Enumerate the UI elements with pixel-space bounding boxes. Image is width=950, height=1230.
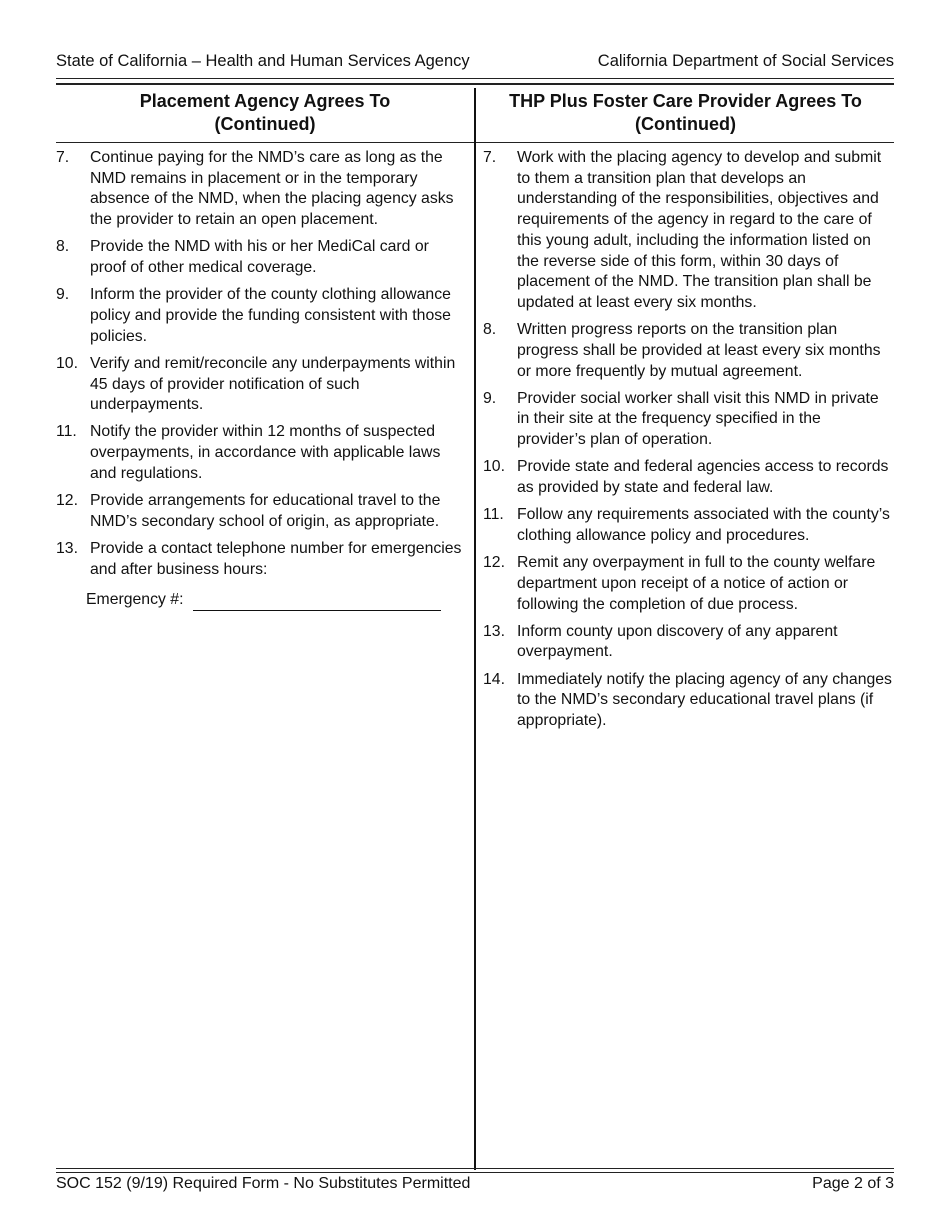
item-number: 7.: [56, 149, 70, 166]
item-text: Provide a contact telephone number for emergencies and after business hours:: [90, 539, 462, 578]
left-title-rule: [56, 142, 474, 143]
item-text: Inform the provider of the county clothing allowance policy and provide the funding consistent with those policies.: [90, 286, 451, 345]
column-divider: [474, 88, 476, 1170]
item-number: 10.: [56, 354, 78, 372]
footer-rule: [56, 1168, 894, 1169]
left-title-line1: Placement Agency Agrees To: [139, 91, 391, 111]
left-title-line2: (Continued): [214, 114, 316, 134]
item-number: 9.: [56, 286, 70, 304]
item-number: 14.: [483, 670, 505, 688]
agency-name: State of California – Health and Human Services Agency: [56, 52, 470, 70]
footer-rule-second: [56, 1172, 894, 1173]
left-item-list: [56, 148, 462, 611]
item-number: 11.: [56, 423, 77, 441]
item-number: 9.: [483, 389, 497, 407]
emergency-label: Emergency #:: [86, 591, 184, 609]
item-number: 7.: [483, 149, 497, 166]
list-item: [483, 389, 893, 451]
list-item: [483, 320, 893, 382]
list-item: [56, 539, 462, 580]
list-item: [56, 491, 462, 532]
item-text: Immediately notify the placing agency of any changes to the NMD’s secondary educational travel plans (if appropriate).: [517, 670, 892, 730]
item-text: Written progress reports on the transition plan progress shall be provided at least every six months or more frequently by mutual agreement.: [517, 321, 881, 380]
list-item: [56, 285, 462, 347]
item-number: 13.: [56, 539, 78, 557]
item-text: Continue paying for the NMD’s care as long as the NMD remains in placement or in the temporary absence of the NMD, when the placing agency asks the provider to retain an open placement.: [90, 149, 454, 229]
list-item: [56, 354, 462, 416]
right-item-list: [483, 148, 893, 738]
right-title-line2: (Continued): [635, 114, 736, 134]
right-column-title: [477, 90, 894, 138]
right-title-line1: THP Plus Foster Care Provider Agrees To: [509, 91, 862, 111]
item-text: Provider social worker shall visit this NMD in private in their site at the frequency specified in the provider’s plan of operation.: [517, 389, 879, 449]
list-item: [483, 553, 893, 615]
item-text: Provide state and federal agencies access to records as provided by state and federal law.: [517, 458, 889, 497]
item-number: 13.: [483, 622, 505, 640]
item-text: Follow any requirements associated with the county’s clothing allowance policy and procedures.: [517, 506, 890, 544]
form-id: SOC 152 (9/19) Required Form - No Substitutes Permitted: [56, 1175, 471, 1192]
item-number: 8.: [483, 321, 497, 339]
list-item: [56, 237, 462, 278]
page-footer: [56, 1175, 894, 1193]
item-text: Provide arrangements for educational travel to the NMD’s secondary school of origin, as appropriate.: [90, 492, 441, 530]
item-text: Notify the provider within 12 months of suspected overpayments, in accordance with applicable laws and regulations.: [90, 423, 441, 482]
item-number: 12.: [56, 492, 78, 510]
list-item: [483, 622, 893, 663]
item-text: Remit any overpayment in full to the county welfare department upon receipt of a notice of action or following the completion of due process.: [517, 554, 876, 613]
left-column-title: [56, 90, 474, 138]
emergency-number-field[interactable]: [193, 593, 441, 611]
item-number: 12.: [483, 554, 505, 572]
emergency-number-row: [86, 590, 462, 611]
list-item: [483, 457, 893, 498]
department-name: California Department of Social Services: [597, 52, 894, 70]
list-item: [483, 148, 893, 314]
page-header: [56, 52, 894, 74]
item-text: Work with the placing agency to develop and submit to them a transition plan that develops an understanding of the responsibilities, objectives and requirements of the agency in regard to the care of this young adult, including the information listed on the reverse side of this form, within 30 days of placement of the NMD. The transition plan shall be updated at least every six months.: [517, 149, 882, 311]
list-item: [56, 148, 462, 231]
header-rule-thick: [56, 83, 894, 85]
header-rule: [56, 78, 894, 79]
list-item: [483, 505, 893, 546]
list-item: [56, 422, 462, 484]
item-text: Inform county upon discovery of any apparent overpayment.: [517, 622, 838, 661]
item-number: 11.: [483, 506, 504, 524]
item-text: Verify and remit/reconcile any underpayments within 45 days of provider notification of such underpayments.: [90, 354, 456, 414]
item-number: 8.: [56, 238, 70, 256]
list-item: [483, 670, 893, 732]
page-number: Page 2 of 3: [812, 1175, 894, 1192]
item-number: 10.: [483, 458, 505, 476]
item-text: Provide the NMD with his or her MediCal card or proof of other medical coverage.: [90, 238, 429, 277]
right-title-rule: [476, 142, 894, 143]
